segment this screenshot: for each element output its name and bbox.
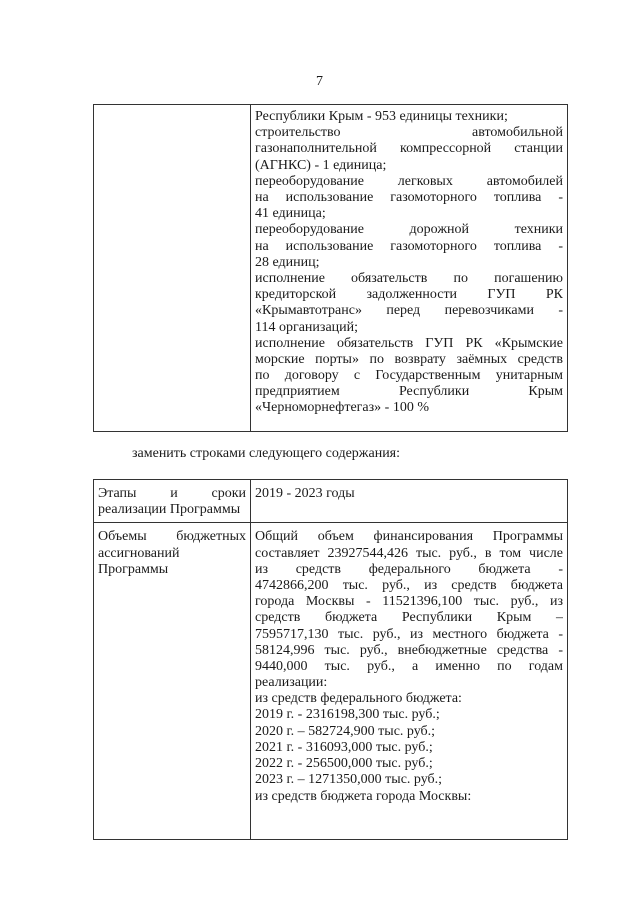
text-line: Объемы бюджетных <box>98 529 246 545</box>
program-table-new <box>93 479 568 840</box>
text-line: кредиторской задолженности ГУП РК <box>255 287 563 303</box>
text-line: 41 единица; <box>255 206 326 222</box>
text-line: 2022 г. - 256500,000 тыс. руб.; <box>255 756 433 772</box>
cell-lines <box>98 486 246 518</box>
text-line: 4742866,200 тыс. руб., из средств бюджета <box>255 577 563 593</box>
text-line: Программы <box>98 561 169 577</box>
text-line: 114 организаций; <box>255 319 359 335</box>
text-line: 28 единиц; <box>255 254 320 270</box>
text-line: 9440,000 тыс. руб., а именно по годам <box>255 658 563 674</box>
text-line: Общий объем финансирования Программы <box>255 529 563 545</box>
table-row <box>94 523 568 840</box>
program-table-old <box>93 104 568 432</box>
text-line: исполнение обязательств ГУП РК «Крымские <box>255 335 563 351</box>
cell-lines <box>98 529 246 578</box>
text-line: составляет 23927544,426 тыс. руб., в том числе <box>255 545 563 561</box>
text-line: реализации: <box>255 675 328 691</box>
table-cell-empty <box>94 105 251 432</box>
table-cell-label <box>94 480 251 523</box>
text-line: 2019 - 2023 годы <box>255 486 355 501</box>
text-line: 58124,996 тыс. руб., внебюджетные средства - <box>255 642 563 658</box>
text-line: газонаполнительной компрессорной станции <box>255 141 563 157</box>
text-line: 2021 г. - 316093,000 тыс. руб.; <box>255 739 433 755</box>
table-cell-value <box>251 523 568 840</box>
text-line: на использование газомоторного топлива - <box>255 238 563 254</box>
text-line: «Крымавтотранс» перед перевозчиками - <box>255 303 563 319</box>
text-line: 2020 г. – 582724,900 тыс. руб.; <box>255 723 436 739</box>
replacement-instruction: заменить строками следующего содержания: <box>132 446 401 461</box>
cell-lines <box>255 529 563 804</box>
cell-lines <box>255 109 563 417</box>
text-line: 7595717,130 тыс. руб., из местного бюджета - <box>255 626 563 642</box>
text-line: ассигнований <box>98 545 180 561</box>
table-cell-label <box>94 523 251 840</box>
text-line: Этапы и сроки <box>98 486 246 501</box>
text-line: города Москвы - 11521396,100 тыс. руб., из <box>255 594 563 610</box>
text-line: 2019 г. - 2316198,300 тыс. руб.; <box>255 707 440 723</box>
text-line: (АГНКС) - 1 единица; <box>255 157 387 173</box>
text-line: исполнение обязательств по погашению <box>255 270 563 286</box>
table-row <box>94 480 568 523</box>
text-line: из средств федерального бюджета: <box>255 691 462 707</box>
text-line: переоборудование легковых автомобилей <box>255 173 563 189</box>
text-line: строительство автомобильной <box>255 125 563 141</box>
text-line: морские порты» по возврату заёмных средств <box>255 351 563 367</box>
page-number: 7 <box>316 74 323 89</box>
text-line: Республики Крым - 953 единицы техники; <box>255 109 508 124</box>
table-cell-description <box>251 105 568 432</box>
table-cell-value <box>251 480 568 523</box>
text-line: предприятием Республики Крым <box>255 384 563 400</box>
text-line: из средств федерального бюджета - <box>255 561 563 577</box>
table-row <box>94 105 568 432</box>
text-line: реализации Программы <box>98 502 241 518</box>
text-line: средств бюджета Республики Крым – <box>255 610 563 626</box>
text-line: «Черноморнефтегаз» - 100 % <box>255 400 429 416</box>
text-line: из средств бюджета города Москвы: <box>255 788 472 804</box>
text-line: на использование газомоторного топлива - <box>255 189 563 205</box>
text-line: 2023 г. – 1271350,000 тыс. руб.; <box>255 772 443 788</box>
text-line: переоборудование дорожной техники <box>255 222 563 238</box>
text-line: по договору с Государственным унитарным <box>255 368 563 384</box>
